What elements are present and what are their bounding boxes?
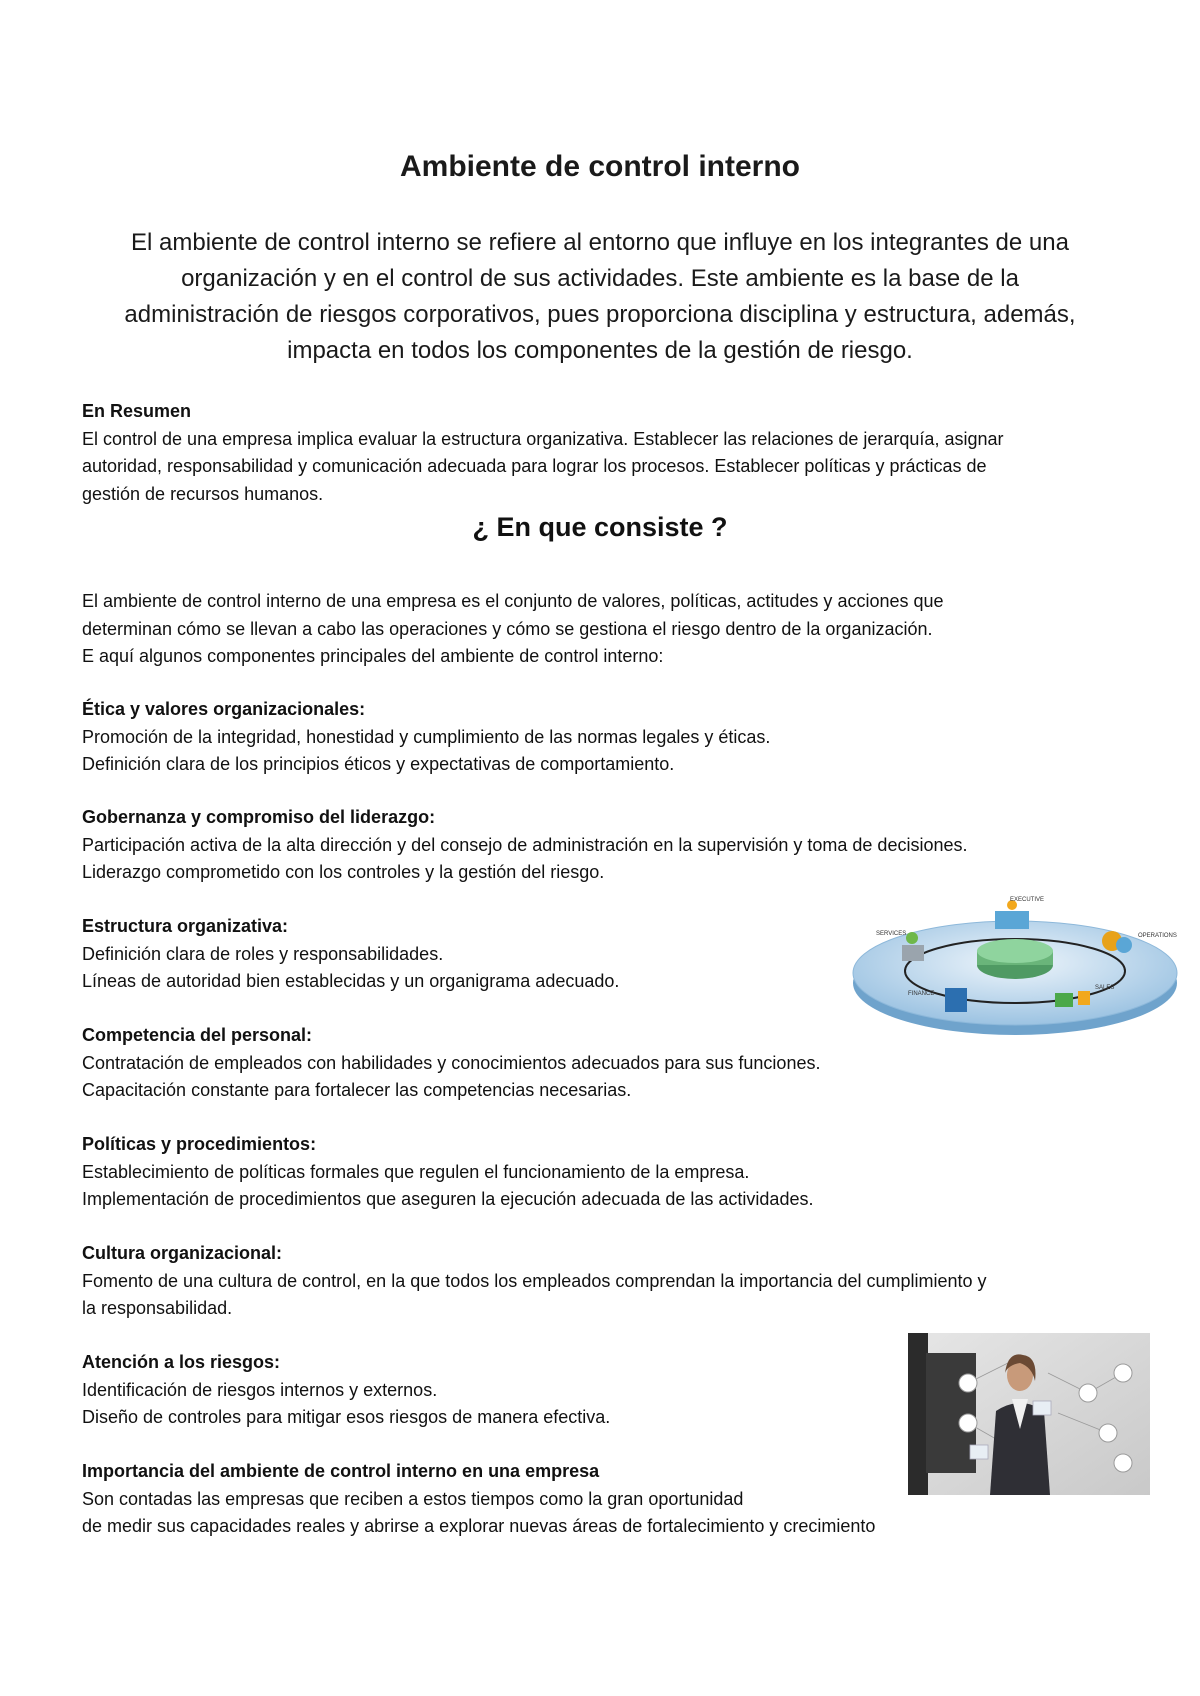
section-line: Definición clara de los principios éticos y expectativas de comportamiento. <box>82 754 675 774</box>
section-line: Definición clara de roles y responsabilidades. <box>82 943 444 964</box>
section-subtitle: ¿ En que consiste ? <box>472 512 728 542</box>
summary-line: gestión de recursos humanos. <box>82 483 324 504</box>
businesswoman-network-image <box>908 1333 1150 1495</box>
consiste-line: E aquí algunos componentes principales del ambiente de control interno: <box>82 646 664 666</box>
section-cultura <box>82 1240 1132 1323</box>
section-heading: Políticas y procedimientos: <box>82 1134 317 1154</box>
intro-line: organización y en el control de sus actividades. Este ambiente es la base de la <box>181 265 1019 292</box>
section-line: Fomento de una cultura de control, en la que todos los empleados comprendan la importancia del cumplimiento y <box>82 1270 987 1291</box>
diagram-label-sales: SALES <box>1095 985 1115 991</box>
diagram-label-operations: OPERATIONS <box>1138 933 1177 939</box>
section-gobernanza <box>82 804 1132 887</box>
summary-heading: En Resumen <box>82 401 192 421</box>
section-line: Contratación de empleados con habilidades y conocimientos adecuados para sus funciones. <box>82 1052 821 1073</box>
section-line: Participación activa de la alta dirección y del consejo de administración en la supervisión y toma de decisiones. <box>82 834 968 855</box>
section-line: Liderazgo comprometido con los controles y la gestión del riesgo. <box>82 862 605 882</box>
section-line: la responsabilidad. <box>82 1298 233 1318</box>
section-heading: Gobernanza y compromiso del liderazgo: <box>82 807 436 827</box>
section-line: Implementación de procedimientos que aseguren la ejecución adecuada de las actividades. <box>82 1189 814 1209</box>
intro-line: El ambiente de control interno se refiere al entorno que influye en los integrantes de una <box>131 229 1069 256</box>
section-heading: Cultura organizacional: <box>82 1243 283 1263</box>
section-heading: Atención a los riesgos: <box>82 1352 281 1372</box>
summary-section <box>82 398 1132 508</box>
section-politicas <box>82 1131 1132 1214</box>
section-line: Diseño de controles para mitigar esos riesgos de manera efectiva. <box>82 1407 611 1427</box>
section-line: Capacitación constante para fortalecer las competencias necesarias. <box>82 1080 632 1100</box>
intro-line: impacta en todos los componentes de la gestión de riesgo. <box>287 337 913 364</box>
section-line: Líneas de autoridad bien establecidas y un organigrama adecuado. <box>82 971 620 991</box>
consiste-line: determinan cómo se llevan a cabo las operaciones y cómo se gestiona el riesgo dentro de la organización. <box>82 618 933 639</box>
section-line: de medir sus capacidades reales y abrirse a explorar nuevas áreas de fortalecimiento y crecimiento <box>82 1516 876 1536</box>
section-heading: Estructura organizativa: <box>82 916 289 936</box>
section-etica <box>82 696 1132 779</box>
section-heading: Competencia del personal: <box>82 1025 313 1045</box>
consiste-line: El ambiente de control interno de una empresa es el conjunto de valores, políticas, actitudes y acciones que <box>82 591 944 611</box>
section-line: Son contadas las empresas que reciben a estos tiempos como la gran oportunidad <box>82 1488 744 1509</box>
summary-line: El control de una empresa implica evaluar la estructura organizativa. Establecer las relaciones de jerarquía, asignar <box>82 428 1004 449</box>
section-line: Establecimiento de políticas formales que regulen el funcionamiento de la empresa. <box>82 1161 750 1182</box>
consiste-paragraph <box>82 588 1132 671</box>
page-title: Ambiente de control interno <box>399 150 801 183</box>
organization-diagram-image <box>850 893 1180 1043</box>
section-heading: Ética y valores organizacionales: <box>82 699 366 719</box>
intro-line: administración de riesgos corporativos, pues proporciona disciplina y estructura, además, <box>124 301 1076 328</box>
section-line: Promoción de la integridad, honestidad y cumplimiento de las normas legales y éticas. <box>82 726 771 747</box>
section-heading: Importancia del ambiente de control interno en una empresa <box>82 1461 600 1481</box>
diagram-label-services: SERVICES <box>876 931 907 937</box>
intro-paragraph <box>80 225 1120 369</box>
summary-line: autoridad, responsabilidad y comunicación adecuada para lograr los procesos. Establecer políticas y prácticas de <box>82 456 987 476</box>
diagram-label-finance: FINANCE <box>908 991 935 997</box>
diagram-label-executive: EXECUTIVE <box>1010 897 1045 903</box>
section-line: Identificación de riesgos internos y externos. <box>82 1379 438 1400</box>
